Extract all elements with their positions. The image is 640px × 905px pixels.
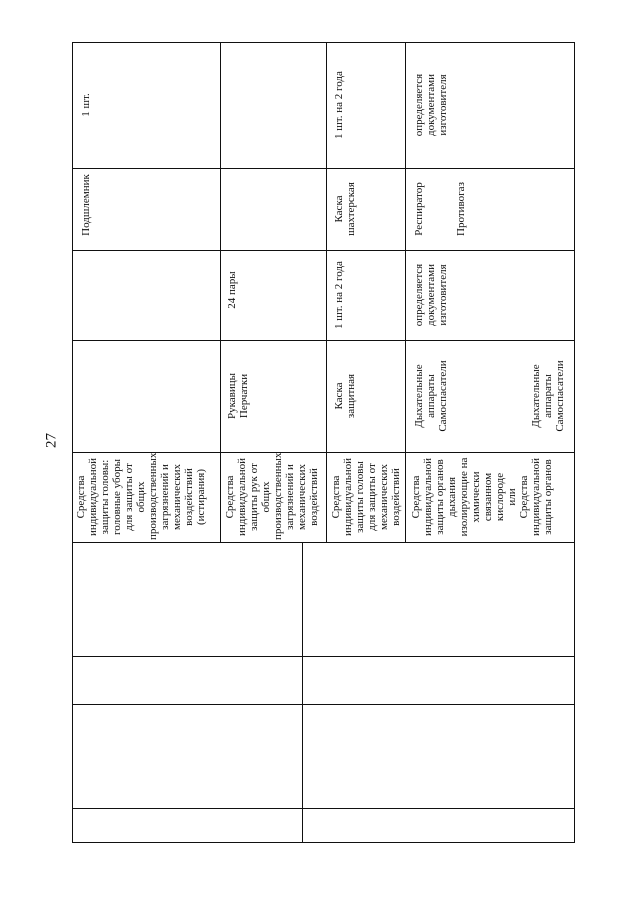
col-sep-1	[220, 42, 221, 542]
alt-item-cell-1: Подшлемник	[80, 174, 92, 236]
row-sep-7	[72, 704, 575, 705]
item-cell-2: Рукавицы Перчатки	[226, 372, 250, 420]
table-border-left	[72, 42, 73, 842]
row-sep-2	[72, 250, 575, 251]
qty-cell-3: 1 шт. на 2 года	[333, 261, 345, 329]
col-sep-3	[405, 42, 406, 542]
norm-cell-4: Средства индивидуальной защиты органов дыхания изолирующие на химически связанном кислороде или Средства индивидуальной защиты органов	[410, 457, 554, 537]
alt-qty-cell-1: 1 шт.	[80, 93, 92, 117]
alt-qty-cell-3: 1 шт. на 2 года	[333, 71, 345, 139]
row-sep-3	[72, 340, 575, 341]
row-sep-5	[72, 542, 575, 543]
alt-qty-cell-4: определяется документами изготовителя	[413, 73, 449, 137]
table-border-right	[574, 42, 575, 842]
norm-cell-2: Средства индивидуальной защиты рук от общих производственных загрязнений и механических воздействий	[224, 452, 320, 540]
qty-cell-4: определяется документами изготовителя	[413, 263, 449, 327]
row-sep-1	[72, 168, 575, 169]
alt-item-cell-4: Респиратор	[413, 182, 425, 236]
col-sep-2	[326, 42, 327, 542]
alt-item-cell-3: Каска шахтерская	[333, 182, 357, 236]
row-sep-8	[72, 808, 575, 809]
qty-cell-2: 24 пары	[226, 271, 238, 309]
page-number: 27	[43, 433, 60, 448]
alt-item-cell-4-extra: Противогаз	[455, 182, 467, 236]
norm-cell-1: Средства индивидуальной защиты головы: головные уборы для защиты от общих производственных загрязнений и механических воздействий (истирания)	[75, 452, 207, 540]
norm-cell-3: Средства индивидуальной защиты головы для защиты от механических воздействий	[330, 457, 402, 537]
table-border-bottom	[72, 842, 575, 843]
row-sep-6	[72, 656, 575, 657]
table-border-top	[72, 42, 575, 43]
item-cell-4: Дыхательные аппараты Самоспасатели	[413, 360, 449, 432]
item-cell-3: Каска защитная	[333, 373, 357, 419]
item-cell-4-extra: Дыхательные аппараты Самоспасатели	[530, 360, 566, 432]
col-sep-lower	[302, 542, 303, 842]
